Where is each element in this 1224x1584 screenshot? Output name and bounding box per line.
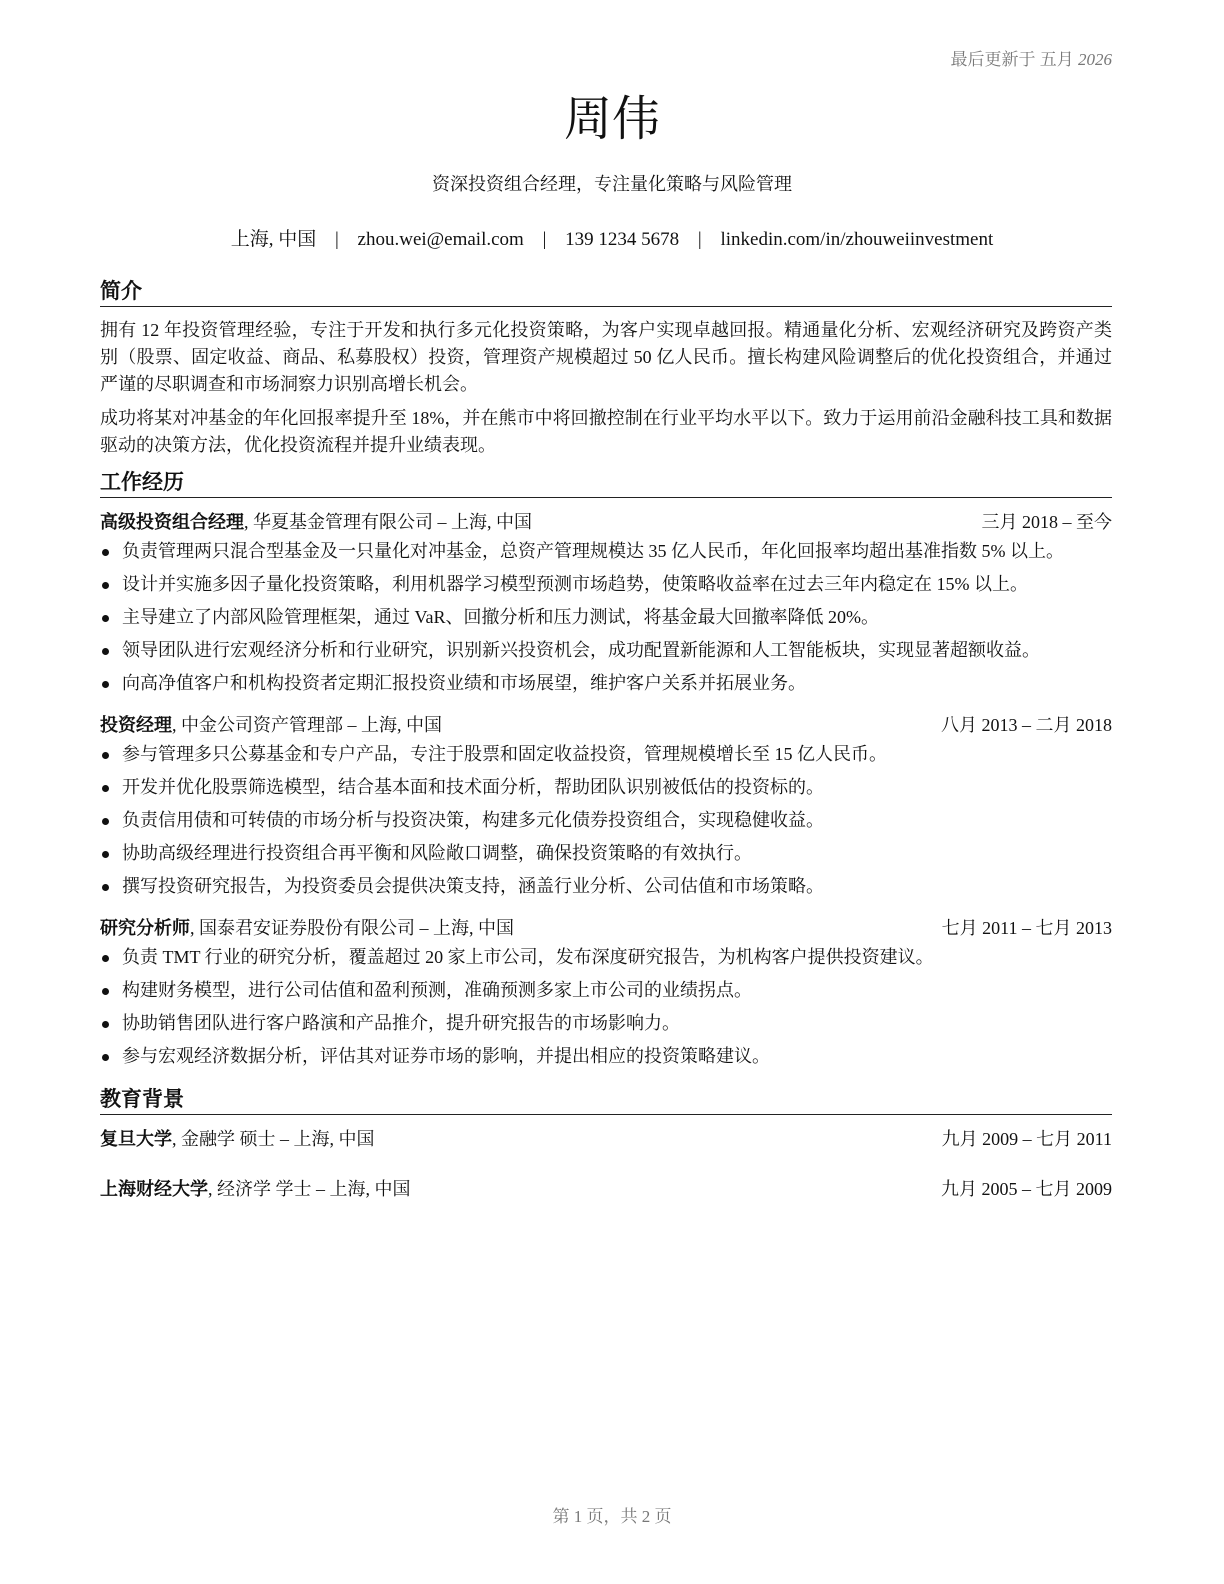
page-number: 第 1 页，共 2 页 — [552, 1507, 672, 1526]
education-school-degree — [100, 1125, 375, 1153]
list-item — [100, 637, 1112, 664]
contact-separator: | — [542, 229, 547, 250]
bullet-icon — [102, 752, 109, 759]
list-item — [100, 604, 1112, 631]
list-item — [100, 774, 1112, 801]
candidate-name: 周伟 — [563, 91, 660, 147]
job-organization: , 中金公司资产管理部 – 上海, 中国 — [172, 715, 442, 735]
contact-separator: | — [697, 229, 702, 250]
bullet-text: 负责信用债和可转债的市场分析与投资决策，构建多元化债券投资组合，实现稳健收益。 — [122, 810, 824, 830]
job-title-org — [100, 914, 514, 942]
job-organization: , 国泰君安证券股份有限公司 – 上海, 中国 — [190, 918, 514, 938]
job-header — [100, 711, 1112, 739]
job-dates: 三月 2018 – 至今 — [981, 512, 1112, 532]
list-item — [100, 840, 1112, 867]
bullet-text: 负责管理两只混合型基金及一只量化对冲基金，总资产管理规模达 35 亿人民币，年化回报率均超出基准指数 5% 以上。 — [122, 541, 1064, 561]
bullet-icon — [102, 1021, 109, 1028]
education-detail: , 金融学 硕士 – 上海, 中国 — [172, 1129, 375, 1149]
job-bullets — [100, 741, 1112, 900]
job-entry — [100, 914, 1112, 1070]
list-item — [100, 807, 1112, 834]
summary-section — [100, 276, 1112, 459]
contact-email-link[interactable]: zhou.wei@email.com — [357, 229, 524, 250]
education-school-degree — [100, 1175, 411, 1203]
bullet-icon — [102, 851, 109, 858]
job-role: 研究分析师 — [100, 918, 190, 938]
job-bullets — [100, 944, 1112, 1070]
bullet-text: 参与宏观经济数据分析，评估其对证券市场的影响，并提出相应的投资策略建议。 — [122, 1046, 770, 1066]
bullet-text: 主导建立了内部风险管理框架，通过 VaR、回撤分析和压力测试，将基金最大回撤率降低 20%。 — [122, 607, 879, 627]
bullet-text: 开发并优化股票筛选模型，结合基本面和技术面分析，帮助团队识别被低估的投资标的。 — [122, 777, 824, 797]
bullet-icon — [102, 582, 109, 589]
contact-separator: | — [334, 229, 339, 250]
bullet-icon — [102, 648, 109, 655]
bullet-icon — [102, 884, 109, 891]
bullet-text: 构建财务模型，进行公司估值和盈利预测，准确预测多家上市公司的业绩拐点。 — [122, 980, 752, 1000]
list-item — [100, 538, 1112, 565]
bullet-text: 领导团队进行宏观经济分析和行业研究，识别新兴投资机会，成功配置新能源和人工智能板块，实现显著超额收益。 — [122, 640, 1040, 660]
bullet-icon — [102, 549, 109, 556]
summary-paragraph: 成功将某对冲基金的年化回报率提升至 18%，并在熊市中将回撤控制在行业平均水平以下。致力于运用前沿金融科技工具和数据驱动的决策方法，优化投资流程并提升业绩表现。 — [100, 408, 1112, 455]
job-dates: 八月 2013 – 二月 2018 — [941, 715, 1112, 735]
contact-phone: 139 1234 5678 — [565, 229, 680, 250]
list-item — [100, 873, 1112, 900]
bullet-text: 撰写投资研究报告，为投资委员会提供决策支持，涵盖行业分析、公司估值和市场策略。 — [122, 876, 824, 896]
bullet-icon — [102, 615, 109, 622]
list-item — [100, 977, 1112, 1004]
experience-section — [100, 467, 1112, 1070]
job-entry — [100, 508, 1112, 697]
bullet-icon — [102, 988, 109, 995]
bullet-text: 参与管理多只公募基金和专户产品，专注于股票和固定收益投资，管理规模增长至 15 亿人民币。 — [122, 744, 887, 764]
section-title-experience: 工作经历 — [100, 467, 1112, 498]
contact-location: 上海, 中国 — [230, 229, 317, 250]
education-section — [100, 1084, 1112, 1203]
last-updated-year: 2026 — [1078, 50, 1112, 69]
job-role: 投资经理 — [100, 715, 172, 735]
list-item — [100, 741, 1112, 768]
job-bullets — [100, 538, 1112, 697]
bullet-text: 协助高级经理进行投资组合再平衡和风险敞口调整，确保投资策略的有效执行。 — [122, 843, 752, 863]
education-school: 复旦大学 — [100, 1129, 172, 1149]
list-item — [100, 1010, 1112, 1037]
contact-line — [0, 224, 1224, 251]
bullet-text: 负责 TMT 行业的研究分析，覆盖超过 20 家上市公司，发布深度研究报告，为机构客户提供投资建议。 — [122, 947, 934, 967]
list-item — [100, 1043, 1112, 1070]
education-school: 上海财经大学 — [100, 1179, 208, 1199]
bullet-icon — [102, 818, 109, 825]
job-role: 高级投资组合经理 — [100, 512, 244, 532]
education-detail: , 经济学 学士 – 上海, 中国 — [208, 1179, 411, 1199]
job-entry — [100, 711, 1112, 900]
job-title-org — [100, 711, 442, 739]
list-item — [100, 944, 1112, 971]
bullet-icon — [102, 785, 109, 792]
education-entry — [100, 1175, 1112, 1203]
job-title-org — [100, 508, 532, 536]
education-entry — [100, 1125, 1112, 1153]
last-updated-prefix: 最后更新于 五月 — [950, 50, 1074, 69]
education-dates: 九月 2005 – 七月 2009 — [941, 1179, 1112, 1199]
resume-body — [100, 276, 1112, 1225]
list-item — [100, 571, 1112, 598]
job-header — [100, 508, 1112, 536]
list-item — [100, 670, 1112, 697]
last-updated — [951, 45, 1113, 70]
job-header — [100, 914, 1112, 942]
bullet-text: 设计并实施多因子量化投资策略，利用机器学习模型预测市场趋势，使策略收益率在过去三年内稳定在 15% 以上。 — [122, 574, 1028, 594]
job-organization: , 华夏基金管理有限公司 – 上海, 中国 — [244, 512, 532, 532]
bullet-icon — [102, 681, 109, 688]
bullet-text: 协助销售团队进行客户路演和产品推介，提升研究报告的市场影响力。 — [122, 1013, 680, 1033]
bullet-icon — [102, 1054, 109, 1061]
job-dates: 七月 2011 – 七月 2013 — [941, 918, 1112, 938]
section-title-education: 教育背景 — [100, 1084, 1112, 1115]
bullet-icon — [102, 955, 109, 962]
bullet-text: 向高净值客户和机构投资者定期汇报投资业绩和市场展望，维护客户关系并拓展业务。 — [122, 673, 806, 693]
education-dates: 九月 2009 – 七月 2011 — [941, 1129, 1112, 1149]
candidate-headline: 资深投资组合经理，专注量化策略与风险管理 — [432, 174, 792, 194]
contact-linkedin-link[interactable]: linkedin.com/in/zhouweiinvestment — [720, 229, 994, 250]
summary-paragraph: 拥有 12 年投资管理经验，专注于开发和执行多元化投资策略，为客户实现卓越回报。精通量化分析、宏观经济研究及跨资产类别（股票、固定收益、商品、私募股权）投资，管理资产规模超过 50 亿人民币。擅长构建风险调整后的优化投资组合，并通过严谨的尽职调查和市场洞察力识别高增长机会。 — [100, 320, 1112, 394]
section-title-summary: 简介 — [100, 276, 1112, 307]
